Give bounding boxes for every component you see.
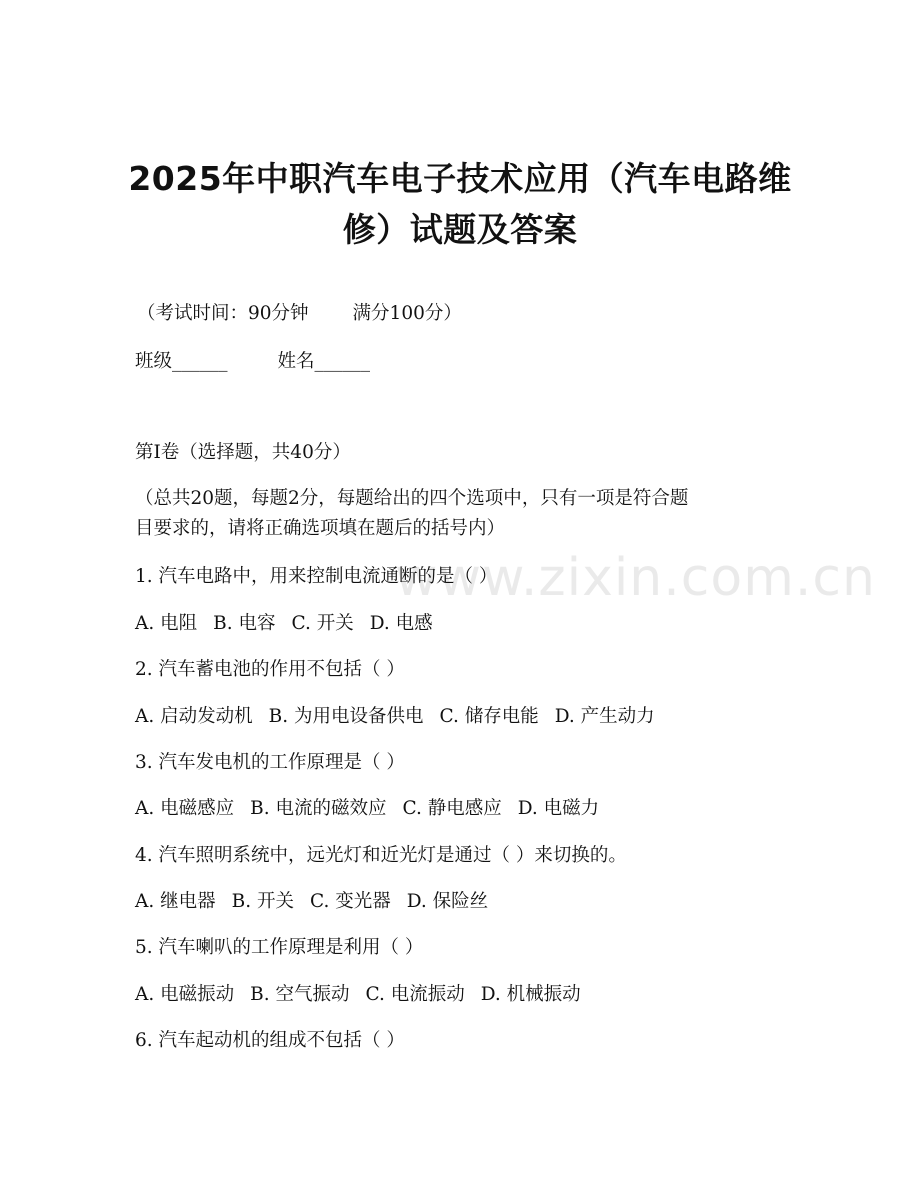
instructions-line2: 目要求的，请将正确选项填在题后的括号内） xyxy=(135,518,506,539)
question-3-options xyxy=(135,797,599,821)
option-c: C. 静电感应 xyxy=(402,798,502,819)
name-field: 姓名______ xyxy=(277,351,371,372)
question-1-stem: 1. 汽车电路中，用来控制电流通断的是（ ） xyxy=(135,566,498,587)
question-1-options xyxy=(135,612,433,636)
watermark: www.zixin.com.cn xyxy=(395,548,876,608)
instructions-line1: （总共20题，每题2分，每题给出的四个选项中，只有一项是符合题 xyxy=(135,488,689,509)
option-d: D. 产生动力 xyxy=(554,706,655,727)
option-a: A. 电磁感应 xyxy=(135,798,235,819)
option-d: D. 机械振动 xyxy=(480,984,581,1005)
option-a: A. 电磁振动 xyxy=(135,984,235,1005)
question-2-options xyxy=(135,705,655,729)
question-6-stem: 6. 汽车起动机的组成不包括（ ） xyxy=(135,1030,405,1051)
question-5-options xyxy=(135,983,581,1007)
full-score: 满分100分） xyxy=(352,303,462,324)
question-4-stem: 4. 汽车照明系统中，远光灯和近光灯是通过（ ）来切换的。 xyxy=(135,845,627,866)
class-field: 班级______ xyxy=(135,351,228,372)
section-title: 第Ⅰ卷（选择题，共40分） xyxy=(135,442,351,463)
option-c: C. 开关 xyxy=(291,613,354,634)
option-c: C. 储存电能 xyxy=(439,706,539,727)
option-b: B. 为用电设备供电 xyxy=(268,706,424,727)
option-d: D. 电磁力 xyxy=(517,798,600,819)
option-b: B. 电流的磁效应 xyxy=(250,798,387,819)
exam-time: （考试时间：90分钟 xyxy=(137,303,309,324)
document-title-line2: 修）试题及答案 xyxy=(342,210,578,249)
question-5-stem: 5. 汽车喇叭的工作原理是利用（ ） xyxy=(135,937,424,958)
option-a: A. 继电器 xyxy=(135,891,216,912)
option-d: D. 电感 xyxy=(369,613,433,634)
option-c: C. 电流振动 xyxy=(365,984,465,1005)
option-a: A. 启动发动机 xyxy=(135,706,253,727)
option-b: B. 开关 xyxy=(231,891,294,912)
option-c: C. 变光器 xyxy=(309,891,391,912)
option-d: D. 保险丝 xyxy=(406,891,489,912)
option-b: B. 电容 xyxy=(213,613,276,634)
question-2-stem: 2. 汽车蓄电池的作用不包括（ ） xyxy=(135,659,405,680)
question-4-options xyxy=(135,890,488,914)
exam-info xyxy=(137,302,462,326)
question-3-stem: 3. 汽车发电机的工作原理是（ ） xyxy=(135,752,405,773)
student-info xyxy=(135,350,370,374)
document-title-line1: 2025年中职汽车电子技术应用（汽车电路维 xyxy=(128,159,792,198)
option-a: A. 电阻 xyxy=(135,613,198,634)
option-b: B. 空气振动 xyxy=(250,984,350,1005)
